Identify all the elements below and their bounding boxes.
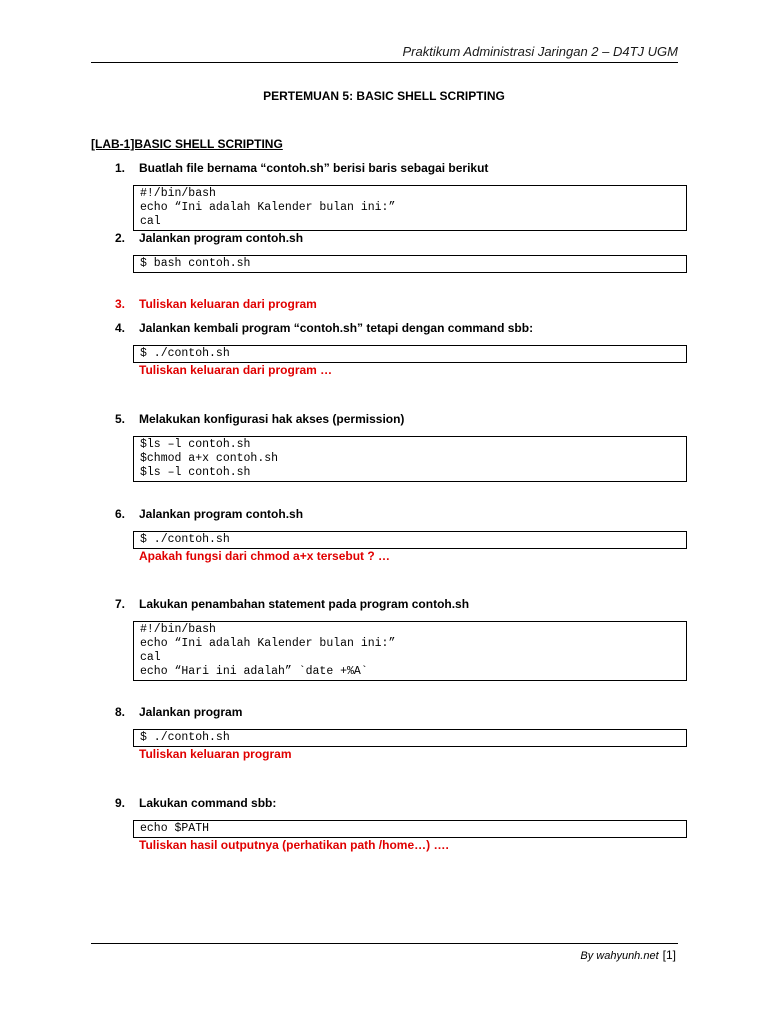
step-4 bbox=[115, 321, 533, 335]
code-line: $ ./contoh.sh bbox=[140, 347, 230, 360]
step-5 bbox=[115, 412, 404, 426]
step-text: Lakukan penambahan statement pada program contoh.sh bbox=[139, 597, 470, 611]
step-text: Jalankan program contoh.sh bbox=[139, 231, 304, 245]
step-number: 9. bbox=[115, 796, 126, 810]
step-number: 3. bbox=[115, 297, 126, 311]
step-text: Jalankan kembali program “contoh.sh” tetapi dengan command sbb: bbox=[139, 321, 534, 335]
code-line: echo “Ini adalah Kalender bulan ini:” bbox=[140, 201, 396, 214]
header-divider bbox=[91, 62, 678, 63]
code-line: $chmod a+x contoh.sh bbox=[140, 452, 279, 465]
step-8-note: Tuliskan keluaran program bbox=[139, 747, 292, 761]
step-3 bbox=[115, 297, 317, 311]
document-title: PERTEMUAN 5: BASIC SHELL SCRIPTING bbox=[263, 89, 505, 103]
code-block-1 bbox=[133, 185, 687, 231]
code-block-4 bbox=[133, 345, 687, 363]
lab-heading: [LAB-1]BASIC SHELL SCRIPTING bbox=[91, 137, 283, 151]
footer-author: By wahyunh.net bbox=[580, 950, 659, 962]
step-1 bbox=[115, 161, 488, 175]
step-6 bbox=[115, 507, 303, 521]
footer-divider bbox=[91, 943, 678, 944]
code-block-2 bbox=[133, 255, 687, 273]
code-line: cal bbox=[140, 651, 161, 664]
step-number: 6. bbox=[115, 507, 126, 521]
step-9-note: Tuliskan hasil outputnya (perhatikan path /home…) …. bbox=[139, 838, 449, 852]
code-block-9 bbox=[133, 820, 687, 838]
code-block-5 bbox=[133, 436, 687, 482]
code-line: $ ./contoh.sh bbox=[140, 533, 230, 546]
step-text: Jalankan program bbox=[139, 705, 243, 719]
code-line: cal bbox=[140, 215, 161, 228]
step-text: Jalankan program contoh.sh bbox=[139, 507, 304, 521]
code-block-6 bbox=[133, 531, 687, 549]
step-text: Lakukan command sbb: bbox=[139, 796, 277, 810]
step-4-note: Tuliskan keluaran dari program … bbox=[139, 363, 333, 377]
step-6-note: Apakah fungsi dari chmod a+x tersebut ? … bbox=[139, 549, 391, 563]
code-block-7 bbox=[133, 621, 687, 681]
code-line: echo “Hari ini adalah” `date +%A` bbox=[140, 665, 368, 678]
step-2 bbox=[115, 231, 303, 245]
step-number: 2. bbox=[115, 231, 126, 245]
code-line: #!/bin/bash bbox=[140, 187, 216, 200]
code-line: $ls –l contoh.sh bbox=[140, 438, 251, 451]
code-line: $ls –l contoh.sh bbox=[140, 466, 251, 479]
code-line: echo “Ini adalah Kalender bulan ini:” bbox=[140, 637, 396, 650]
step-number: 1. bbox=[115, 161, 126, 175]
step-8 bbox=[115, 705, 242, 719]
code-line: echo $PATH bbox=[140, 822, 210, 835]
page-number: [1] bbox=[662, 948, 676, 962]
header-text: Praktikum Administrasi Jaringan 2 – D4TJ UGM bbox=[402, 44, 678, 59]
step-number: 5. bbox=[115, 412, 126, 426]
code-line: $ bash contoh.sh bbox=[140, 257, 251, 270]
step-9 bbox=[115, 796, 276, 810]
step-7 bbox=[115, 597, 469, 611]
footer bbox=[580, 948, 676, 962]
code-block-8 bbox=[133, 729, 687, 747]
step-number: 7. bbox=[115, 597, 126, 611]
step-number: 8. bbox=[115, 705, 126, 719]
step-number: 4. bbox=[115, 321, 126, 335]
code-line: $ ./contoh.sh bbox=[140, 731, 230, 744]
code-line: #!/bin/bash bbox=[140, 623, 216, 636]
step-text: Buatlah file bernama “contoh.sh” berisi baris sebagai berikut bbox=[139, 161, 489, 175]
step-text: Melakukan konfigurasi hak akses (permission) bbox=[139, 412, 405, 426]
step-text: Tuliskan keluaran dari program bbox=[139, 297, 317, 311]
